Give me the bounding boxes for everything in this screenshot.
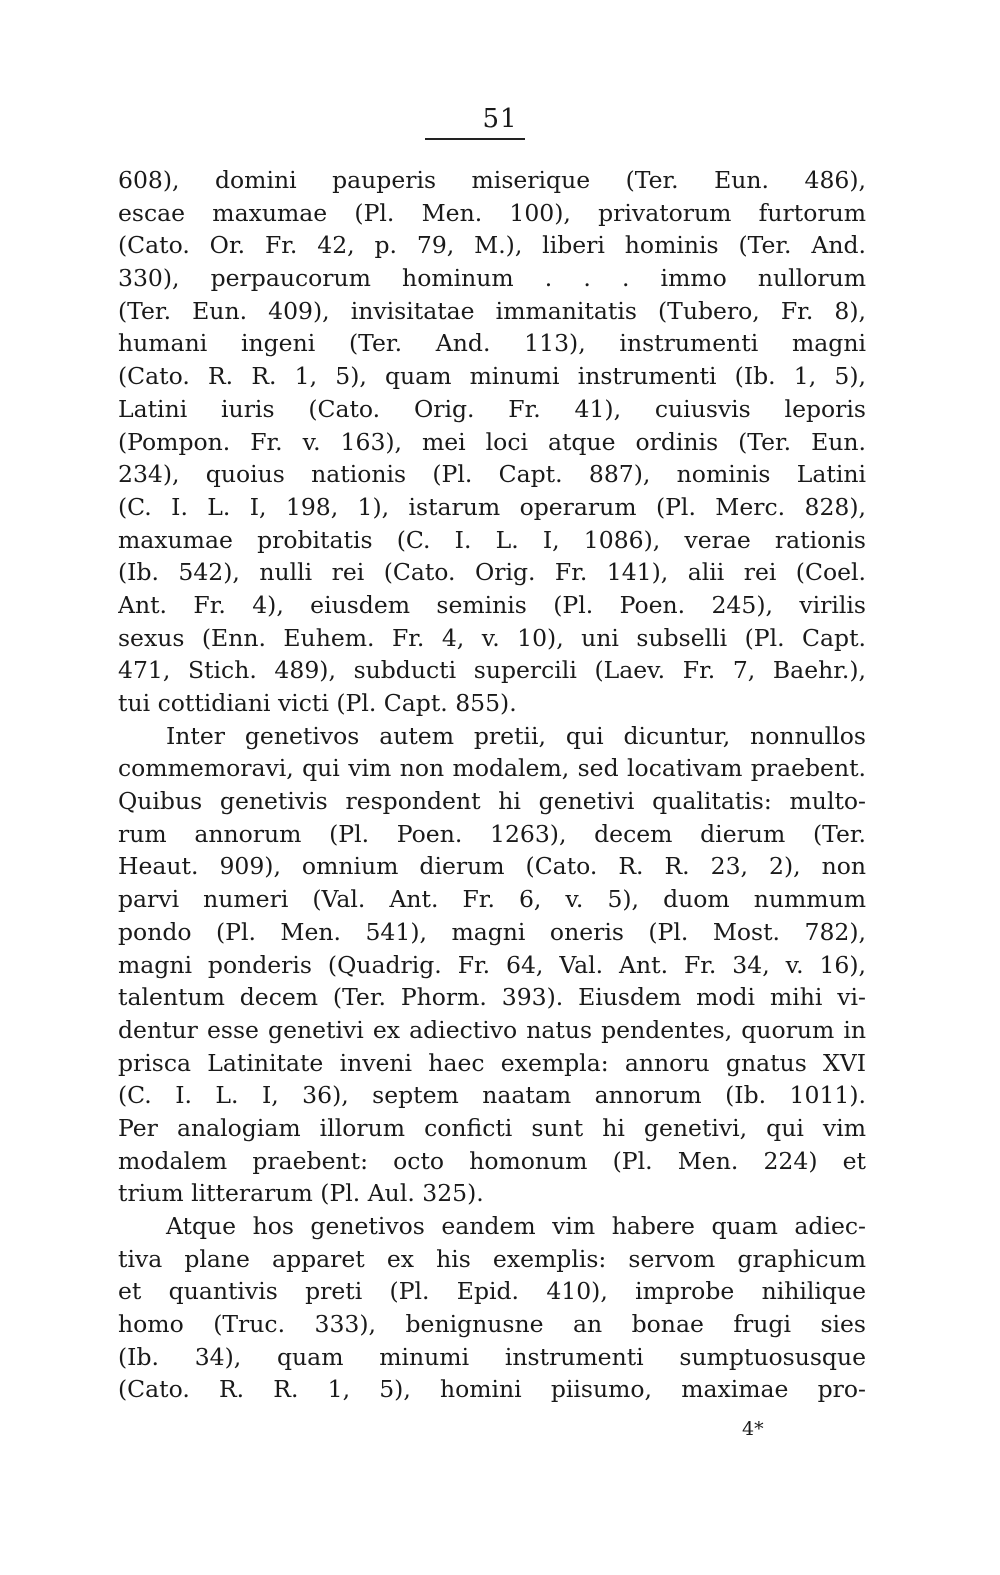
- text-line: homo (Truc. 333), benignusne an bonae frugi sies: [118, 1310, 866, 1339]
- text-line: 330), perpaucorum hominum . . . immo nullorum: [118, 264, 866, 293]
- text-line: Latini iuris (Cato. Orig. Fr. 41), cuiusvis leporis: [118, 394, 866, 423]
- text-line: magni ponderis (Quadrig. Fr. 64, Val. Ant. Fr. 34, v. 16),: [118, 950, 866, 979]
- text-line: rum annorum (Pl. Poen. 1263), decem dierum (Ter.: [118, 819, 866, 848]
- text-line: (Ib. 34), quam minumi instrumenti sumptuosusque: [118, 1342, 866, 1371]
- text-line: et quantivis preti (Pl. Epid. 410), improbe nihilique: [118, 1277, 866, 1306]
- body-text: [118, 164, 866, 1406]
- text-line: Quibus genetivis respondent hi genetivi qualitatis: multo-: [118, 787, 866, 816]
- signature-mark: 4*: [742, 1418, 764, 1440]
- text-line: (Cato. Or. Fr. 42, p. 79, M.), liberi hominis (Ter. And.: [118, 231, 866, 260]
- text-line: Heaut. 909), omnium dierum (Cato. R. R. 23, 2), non: [118, 852, 866, 881]
- text-line: humani ingeni (Ter. And. 113), instrumenti magni: [118, 329, 866, 358]
- text-line: 608), domini pauperis miserique (Ter. Eun. 486),: [118, 166, 866, 194]
- text-line: (C. I. L. I, 36), septem naatam annorum (Ib. 1011).: [118, 1081, 866, 1110]
- text-line: (Pompon. Fr. v. 163), mei loci atque ordinis (Ter. Eun.: [118, 427, 866, 456]
- header-rule: [425, 138, 525, 140]
- text-line: Ant. Fr. 4), eiusdem seminis (Pl. Poen. 245), virilis: [118, 590, 866, 619]
- text-line: tui cottidiani victi (Pl. Capt. 855).: [118, 689, 517, 717]
- text-line: tiva plane apparet ex his exemplis: servom graphicum: [118, 1244, 866, 1273]
- text-line: (Ter. Eun. 409), invisitatae immanitatis (Tubero, Fr. 8),: [118, 296, 866, 325]
- text-line: 234), quoius nationis (Pl. Capt. 887), nominis Latini: [118, 460, 866, 489]
- text-line: talentum decem (Ter. Phorm. 393). Eiusdem modi mihi vi-: [118, 983, 866, 1012]
- text-line: sexus (Enn. Euhem. Fr. 4, v. 10), uni subselli (Pl. Capt.: [118, 623, 866, 652]
- text-line: dentur esse genetivi ex adiectivo natus pendentes, quorum in: [118, 1015, 866, 1044]
- text-line: trium litterarum (Pl. Aul. 325).: [118, 1179, 484, 1208]
- page-number: 51: [482, 104, 518, 134]
- text-line: modalem praebent: octo homonum (Pl. Men. 224) et: [118, 1146, 866, 1175]
- text-line: parvi numeri (Val. Ant. Fr. 6, v. 5), duom nummum: [118, 885, 866, 914]
- text-line: (Cato. R. R. 1, 5), quam minumi instrumenti (Ib. 1, 5),: [118, 362, 866, 391]
- text-line: Atque hos genetivos eandem vim habere quam adiec-: [166, 1212, 866, 1240]
- text-line: prisca Latinitate inveni haec exempla: annoru gnatus XVI: [118, 1048, 866, 1077]
- text-line: commemoravi, qui vim non modalem, sed locativam praebent.: [118, 754, 866, 783]
- text-line: escae maxumae (Pl. Men. 100), privatorum furtorum: [118, 198, 866, 227]
- text-line: 471, Stich. 489), subducti supercili (Laev. Fr. 7, Baehr.),: [118, 656, 866, 685]
- text-line: (C. I. L. I, 198, 1), istarum operarum (Pl. Merc. 828),: [118, 492, 866, 521]
- text-line: Per analogiam illorum conficti sunt hi genetivi, qui vim: [118, 1113, 866, 1142]
- text-line: pondo (Pl. Men. 541), magni oneris (Pl. Most. 782),: [118, 917, 866, 946]
- text-line: maxumae probitatis (C. I. L. I, 1086), verae rationis: [118, 525, 866, 554]
- text-line: Inter genetivos autem pretii, qui dicuntur, nonnullos: [166, 721, 866, 750]
- text-line: (Cato. R. R. 1, 5), homini piisumo, maximae pro-: [118, 1375, 866, 1404]
- text-line: (Ib. 542), nulli rei (Cato. Orig. Fr. 141), alii rei (Coel.: [118, 558, 866, 587]
